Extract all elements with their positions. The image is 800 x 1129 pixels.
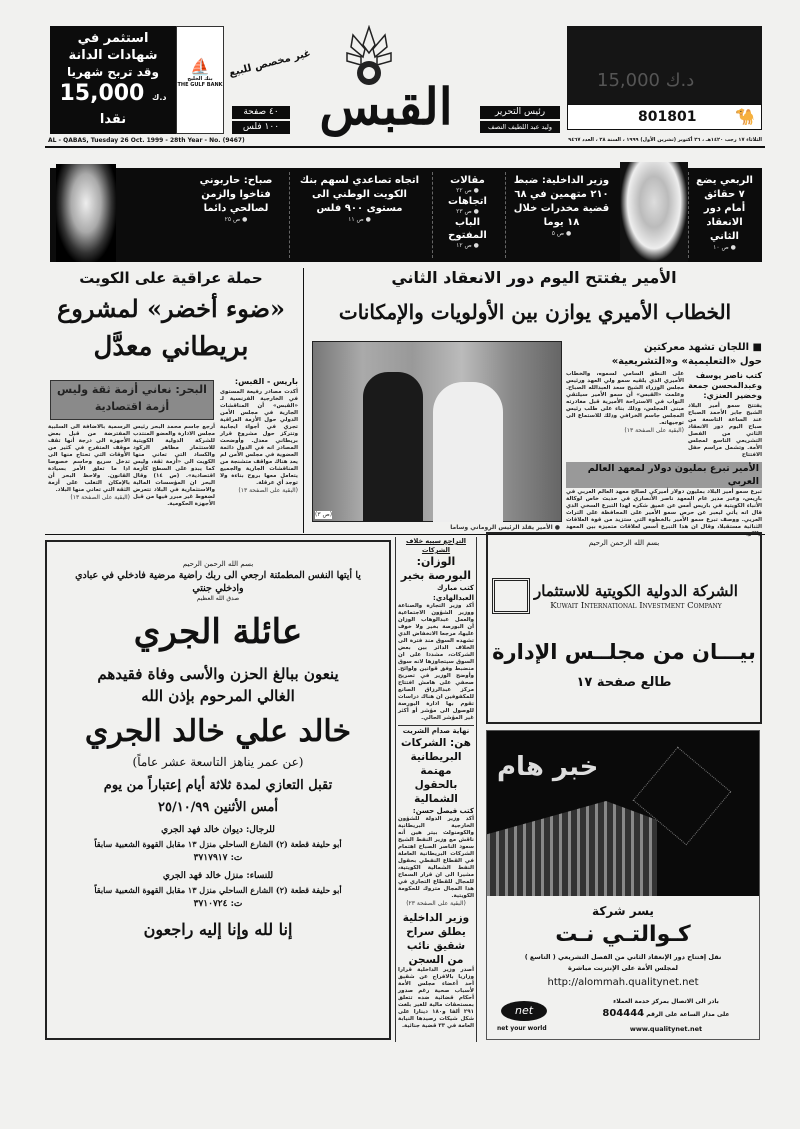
left-ad-amount: 15,000 [59,81,145,106]
price: ١٠٠ فلس [232,121,290,134]
second-body: أكدت مصادر رفيعة المستوى في الخارجية الفرنسية لـ «القبس» أن المناقشات الجارية في مجلس الأمن الدولي حول الأزمة العراقية تجري في أجواء ايجابية وتتركز حول مشروع قرار بريطاني معدل. وأوضحت المصادر انه في الدول دائمة العضوية في مجلس الأمن لم يعد هناك مواقف متشنجة من المناقشات الجارية والجميع يتعامل معها بروح بناءة ولا توجد أي عرقلة. [220,389,298,486]
obit-condolence-1: تقبل التعازي لمدة ثلاثة أيام إعتباراً من يوم [103,778,333,793]
left-ad-line4: نقدا [99,112,127,127]
qnet-intro: يسر شركة [592,904,654,918]
second-headline-2[interactable]: بريطاني معدَّل [93,332,249,362]
column-divider [303,268,304,533]
qualitynet-ad[interactable] [486,730,760,1040]
bahar-body-b: الرسمية بالاضافة الى السلبية المفترضة من قبل بعض الأجهزة الى درجة أنها تقف موقف المتفرج في كثير من الأوقات التي تحتاج منها الى تدخل سريع وحاسم خصوصا اذا ما تعلق الأمر بسيادة القانون. ولاحظ البحر أن بالإمكان التغلب على أزمة الثقة التي تعاني منها البلاد. [48,424,130,493]
teaser-text: وزير الداخلية: ضبط ٢١٠ متهمين في ٦٨ قضية مخدرات خلال ١٨ يوما [513,175,610,228]
second-continued: (البقية على الصفحة ١٣) [238,487,298,494]
camel-icon: 🐪 [735,107,755,126]
mid-body-3: أصدر وزير الداخلية قرارا وزاريا بالافراج عن شقيق أحد أعضاء مجلس الأمة لأسباب صحية رغم صدور أحكام قضائية ضده تتعلق بمستحقات مالية للغير بلغت ٢٩١ ألفا و١٨٠ دينارا على شكل شيكات رصيدها النيابة العامة في ٣٣ قضية جنائية. [398,967,474,1029]
qnet-company: كـوالتـي نـت [555,922,691,947]
teaser-item[interactable] [688,172,760,258]
obituary-ad [45,540,391,1040]
obit-women-address: أبو حليفة قطعة (٢) الشارع الساحلي منزل ١٣ مقابل القهوة الشعبية سابقاً [94,885,342,895]
mid-byline-1: كتب مبارك العبدالهادي: [433,584,474,602]
teaser-page: ● ص ٢٢ [456,187,479,194]
obit-condolence-2: أمس الأثنين ٢٥/١٠/٩٩ [158,800,278,815]
kiic-ad[interactable] [486,532,762,724]
lead-headline[interactable]: الخطاب الأميري يوازن بين الأولويات والإمكانات [338,300,732,324]
not-for-sale-label: غير مخصص للبيع [227,48,312,79]
editor-title: رئيس التحرير [480,106,560,119]
teaser-page: ● ص ٢٥ [224,216,248,223]
obit-family: عائلة الجري [133,612,303,652]
photo-figure-left [363,372,423,522]
lead-photo[interactable] [312,341,562,522]
teaser-item[interactable] [289,172,429,258]
right-ad-phone-box [567,104,762,130]
teaser-text: مقالات [450,175,485,186]
qnet-contact: بادر الى الاتصال بمركز خدمة العملاء [613,998,719,1005]
left-ad-line3: وقد تربح شهريا [67,65,159,79]
qnet-headline: خبر هام [497,752,599,782]
obit-women-tel: ت: ٣٧١٠٧٢٤ [193,899,243,909]
mid-head-2[interactable]: هن: الشركات البريطانية مهتمة بالحقول الشمالية [401,737,471,805]
mid-head-3[interactable]: وزير الداخلية يطلق سراح شقيق نائب من السجن [402,912,470,966]
left-ad-line1: استثمر في [77,31,149,46]
second-dateline: باريس - القبس: [234,377,298,386]
bahar-continued: (البقية على الصفحة ١٣) [70,494,130,501]
qnet-url[interactable]: http://alommah.qualitynet.net [547,977,699,988]
masthead-rule [45,146,765,148]
mid-byline-2: كتب فيصل حسن: [412,807,474,815]
lead-byline: كتب ناصر يوسف وعبدالمحسن جمعة وخضير العنزي: [688,371,762,400]
photo-page-ref: (ص ٣) [315,511,333,518]
qnet-phone: 804444 [602,1008,645,1019]
bahar-body-a: أرجع جاسم محمد البحر رئيس مجلس الادارة والعضو المنتدب للشركة الدولية الكويتية للاستثمار مظاهر الركود والكساد التي تعاني منها الكويت الى «أزمة ثقة، وليس كما يبدو على السطح كأزمة اقتصادية». (ص ١٤) وقال البحر ان المؤسسات المالية والاستثمارية في البلاد تتعرض لضغوط غير مبرر فيها من قبل الأجهزة الحكومية. [133,424,215,507]
lead-sub1: ■ اللجان تشهد معركتين [644,342,762,353]
lead-right-column [566,341,762,538]
obit-verse-end: صدق الله العظيم [196,595,240,602]
gulf-bank-logo [176,26,224,134]
qnet-photo [487,731,759,896]
portrait-photo-left [56,164,116,262]
obit-closing: إنا لله وإنا إليه راجعون [143,920,293,939]
obit-men-label: للرجال: ديوان خالد فهد الجري [161,825,275,835]
mid-head-1b[interactable]: البورصة بخير [400,569,472,582]
teaser-page: ● ص ١٢ [456,242,479,249]
lead-body-1: يفتتح سمو أمير البلاد الشيخ جابر الأحمد الصباح عند الساعة التاسعة من صباح اليوم دور الانعقاد الثاني من الفصل التشريعي التاسع لمجلس الأمة. وتشمل مراسم حفل الافتتاح [688,403,762,458]
obit-verse: يا أيتها النفس المطمئنة ارجعي الى ربك راضية مرضية فادخلي في عبادي وادخلي جنتي [75,570,361,594]
qnet-hours: على مدار الساعة على الرقم [646,1011,730,1018]
qnet-tagline: net your world [497,1025,547,1032]
masthead-logo: القبس [319,77,453,136]
teaser-page: ● ص ١٠ [713,244,736,251]
kiic-name-en: Kuwait International Investment Company [550,600,722,611]
building-image [487,801,657,896]
right-ad-phone: 801801 [638,109,697,125]
qnet-desc2: لمجلس الأمة على الإنترنت مباشرة [568,964,678,972]
teaser-page: ● ص ١١ [348,216,371,223]
qnet-logo-text: net [514,1004,534,1017]
gulf-bank-name: THE GULF BANK [177,82,223,88]
teaser-text: صباح: حاربوني فتاخوا والزمن لصالحي دائما [199,175,273,214]
obit-line1: ينعون ببالغ الحزن والأسى وفاة فقيدهم [97,665,339,683]
mid-kicker-2: نهاية صدام الشريت [398,725,474,736]
obit-name: خالد علي خالد الجري [84,714,352,749]
kiic-basmala: بسم الله الرحمن الرحيم [588,539,660,547]
lead-kicker: الأمير يفتتح اليوم دور الانعقاد الثاني [391,268,677,287]
lead-continued: (البقية على الصفحة ١٣) [624,427,684,434]
obit-men-address: أبو حليفة قطعة (٢) الشارع الساحلي منزل ١٣ مقابل القهوة الشعبية سابقاً [94,839,342,849]
right-ad[interactable] [567,26,762,130]
obit-women-label: للنساء: منزل خالد فهد الجري [162,871,274,881]
photo-figure-right [433,382,503,522]
obit-basmala: بسم الله الرحمن الرحيم [182,560,254,568]
teaser-strip [50,168,762,262]
lead-sub2: حول «التعليمية» و«التشريعية» [611,356,762,367]
mid-head-1a[interactable]: الوزان: [416,555,456,568]
obit-age: (عن عمر يناهز التاسعة عشر عاماً) [132,755,304,769]
teaser-text: الربعي يضع ٧ حقائق أمام دور الانعقاد الثاني [696,175,753,242]
left-ad-currency: د.ك [152,93,167,102]
teaser-text: اتجاهات [448,196,487,207]
teaser-page: ● ص ٥ [551,230,572,237]
teaser-item[interactable] [432,172,502,258]
qnet-site[interactable]: www.qualitynet.net [629,1025,703,1033]
mid-body-2: أكد وزير الدولة للشؤون الخارجية البريطانية والكومنولث بيتر هين أنه ناقش مع وزير النفط الشيخ سعود الناصر الصباح اهتمام الشركات البريطانية العاملة في القطاع النفطي بحقول النفط الشمالية الكويتية، مشيرا الى ان قرار السماح للمجال للقطاع التجاري في هذا المجال متروك للحكومة الكويتية. [398,816,474,899]
donation-box-title: الأمير تبرع بمليون دولار لمعهد العالم العربي [566,462,762,488]
qnet-desc1: نقل إفتتاح دور الإنعقاد الثاني من الفصل التشريعي ( التاسع ) [524,953,722,961]
dateline-en: AL - QABAS, Tuesday 26 Oct. 1999 - 28th Year - No. (9467) [48,137,245,144]
kiic-name-ar: الشركة الدولية الكويتية للاستثمار [534,581,738,600]
teaser-item[interactable] [186,172,286,258]
editor-name: وليد عبد اللطيف النصف [480,121,560,133]
ship-icon: ⛵ [190,57,210,76]
dateline-ar: الثلاثاء ١٧ رجب ١٤٢٠هـ ، ٢٦ أكتوبر (تشرين الأول) ١٩٩٩ ، السنة ٢٨ ، العدد ٩٤٦٧ [568,137,762,143]
donation-box-body: تبرع سمو أمير البلاد بمليون دولار أميركي لصالح معهد العالم العربي في باريس، وعبر مدير عام المعهد ناصر الأنصاري في حديث خاص لوكالة الأنباء الكويتية في باريس أمس عن عميق شكره لهذا التبرع السخي الذي قال انه يأتي ليعبر عن حرص سمو الأمير على المحافظة على التراث العربي. ووصف تبرع سمو الأمير بالخطوة التي ستزيد من قوة العلاقات الثنائية مستقبلا، وقال ان هذا التبرع أسس لعلاقات متميزة بين المعهد [566,489,762,530]
obit-men-tel: ت: ٣٧١٧٩١٧ [193,853,243,863]
mid-body-1: أكد وزير التجارة والصناعة ووزير الشؤون الاجتماعية والعمل عبدالوهاب الوزان أن البورصة بخير ولا خوف عليها، مرجعا الانخفاض الذي تشهده السوق منذ فترة الى الخلاف الدائر بين بعض الشركات، مشددا على ان السوق سيتجاوزها لانه سوق منضبط وفق قوانين ولوائح. وأوضح الوزير في تصريح صحفي على هامش افتتاح مركز عبدالرزاق الصانع للمكفوفين ان هناك دراسات تقوم بها ادارة البورصة للوصول الى مؤشر أو أكثر غير المؤشر الحالي. [398,603,474,721]
mid-continued-2: (البقية على الصفحة ٢٣) [406,900,466,907]
kiic-logo-icon [492,578,530,614]
mid-kicker-1: التراجع سببه خلاف الشركات [405,537,467,554]
obit-line2: الغالي المرحوم بإذن الله [141,687,295,705]
middle-column [395,537,477,1042]
lead-photo-caption: ● الأمير يقلد الرئيس الروماني وساما [450,524,560,531]
second-headline-1[interactable]: «ضوء أخضر» لمشروع [56,294,286,323]
teaser-text: اتجاه تصاعدي لسهم بنك الكويت الوطني الى مستوى ٩٠٠ فلس [299,175,420,214]
left-ad-line2: شهادات الدانة [68,48,158,63]
second-kicker: حملة عراقية على الكويت [79,269,263,287]
page-count: ٤٠ صفحة [232,106,290,119]
lead-body-2: على النطق السامي لسموه، والخطاب الأميري الذي يلقيه سمو ولي العهد ورئيس مجلس الوزراء الشيخ سعد العبدالله الصباح. وعلمت «القبس» أن سمو الأمير سيلتقي النواب في الاستراحة الأميرية قبل مغادرته مبنى المجلس، وذلك بناء على طلب رئيس المجلس جاسم الخرافي وذلك للاستماع الى توجيهاته. [566,371,684,426]
teaser-text: الباب المفتوح [448,217,487,241]
gulf-bank-name-ar: بنك الخليج [187,76,213,82]
left-ad[interactable] [50,26,176,134]
portrait-photo-right [620,162,688,262]
qnet-logo [501,1001,547,1021]
bahar-box-title: البحر: نعاني أزمة ثقة وليس أزمة اقتصادية [50,380,214,420]
kiic-statement: بيـــان من مجلــس الإدارة [492,640,756,664]
kiic-see-page: طالع صفحة ١٧ [576,675,672,690]
teaser-item[interactable] [505,172,617,258]
right-ad-amount: 15,000 د.ك [597,70,695,91]
teaser-page: ● ص ٢٣ [456,208,479,215]
